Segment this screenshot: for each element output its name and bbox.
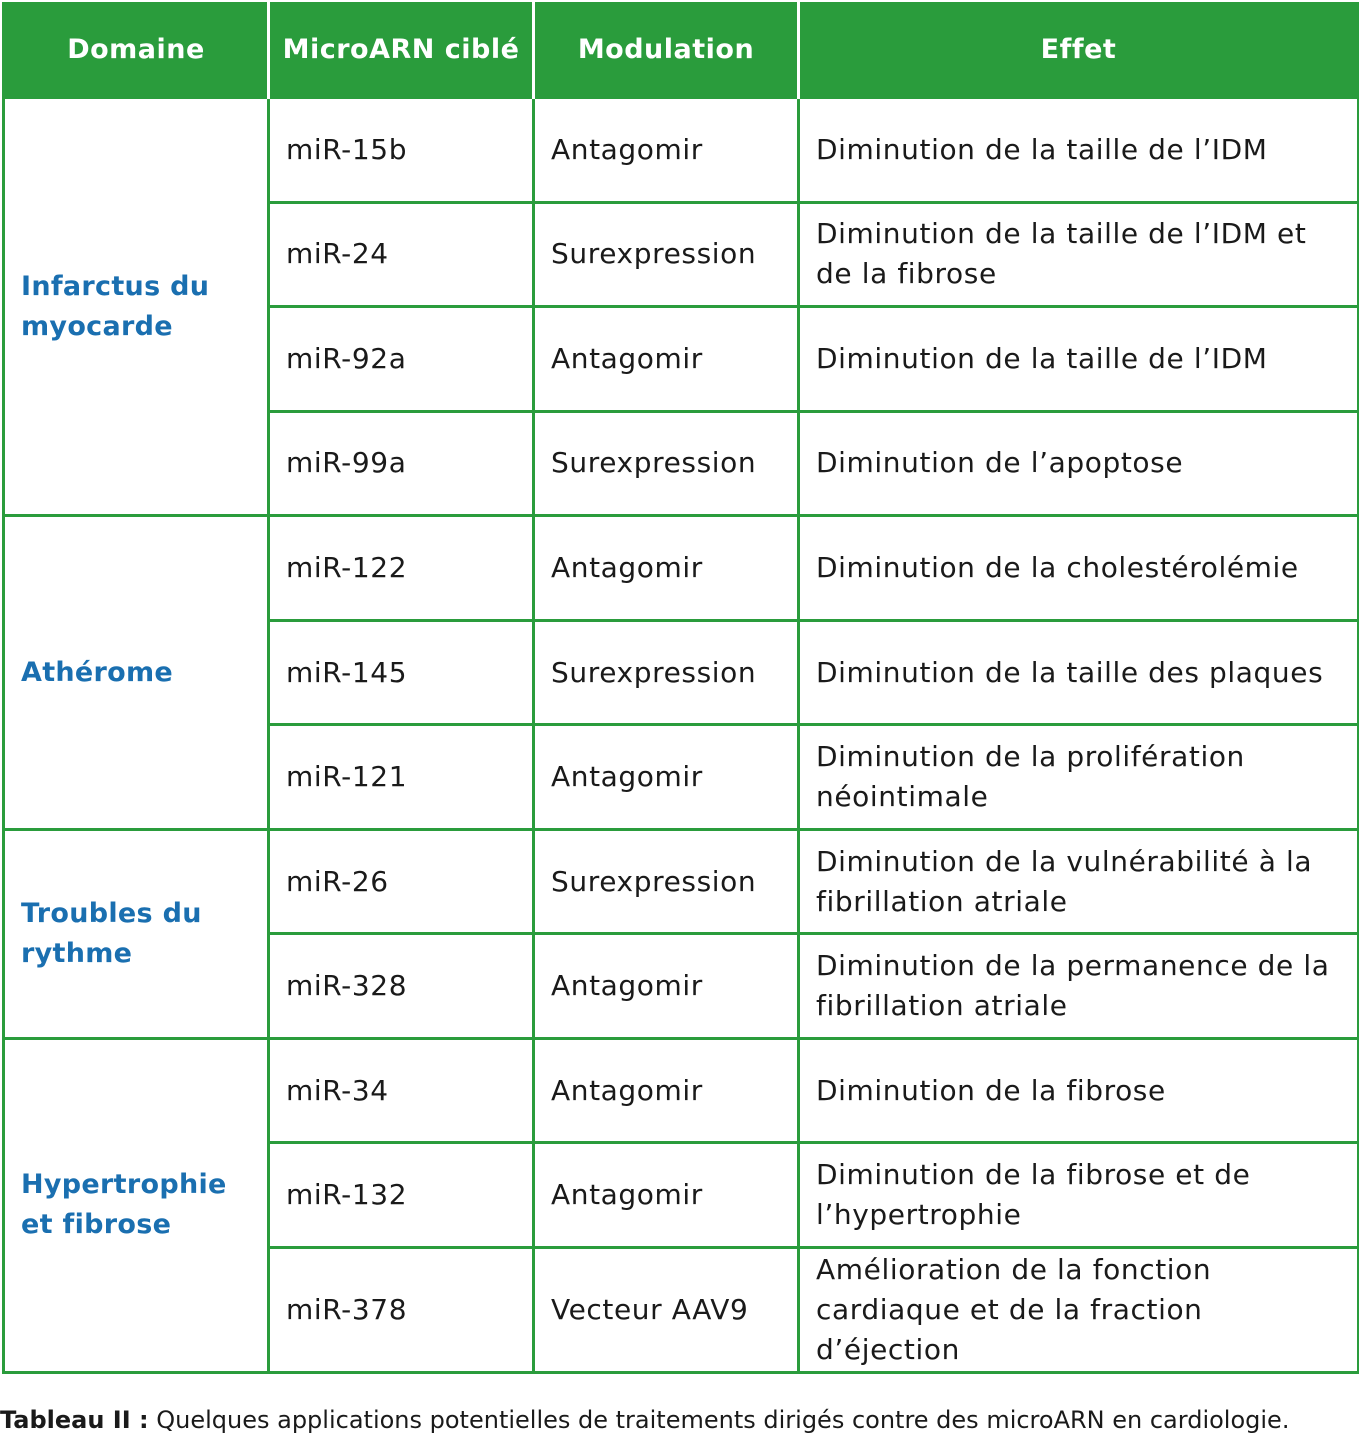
domain-cell: Athérome	[4, 516, 269, 830]
mirna-cell: miR-145	[269, 620, 534, 725]
caption-text: Quelques applications potentielles de traitements dirigés contre des microARN en cardiologie.	[148, 1406, 1290, 1434]
table-caption	[0, 1406, 1359, 1434]
domain-cell: Hypertrophie et fibrose	[4, 1038, 269, 1372]
mirna-cell: miR-122	[269, 516, 534, 621]
mirna-cell: miR-92a	[269, 307, 534, 412]
mirna-cell: miR-24	[269, 202, 534, 307]
effect-cell: Diminution de la taille des plaques	[799, 620, 1359, 725]
mirna-cell: miR-132	[269, 1143, 534, 1248]
effect-cell: Diminution de la cholestérolémie	[799, 516, 1359, 621]
mirna-cell: miR-26	[269, 829, 534, 934]
modulation-cell: Antagomir	[534, 98, 799, 203]
modulation-cell: Antagomir	[534, 307, 799, 412]
mirna-cell: miR-121	[269, 725, 534, 830]
table-row	[4, 829, 1359, 934]
modulation-cell: Surexpression	[534, 202, 799, 307]
modulation-cell: Surexpression	[534, 411, 799, 516]
modulation-cell: Antagomir	[534, 725, 799, 830]
header-domaine: Domaine	[4, 2, 269, 98]
modulation-cell: Antagomir	[534, 1038, 799, 1143]
table-row	[4, 516, 1359, 621]
caption-label: Tableau II :	[0, 1406, 149, 1434]
effect-cell: Diminution de l’apoptose	[799, 411, 1359, 516]
modulation-cell: Vecteur AAV9	[534, 1248, 799, 1373]
effect-cell: Diminution de la vulnérabilité à la fibrillation atriale	[799, 829, 1359, 934]
effect-cell: Diminution de la taille de l’IDM	[799, 307, 1359, 412]
mirna-cell: miR-15b	[269, 98, 534, 203]
effect-cell: Diminution de la fibrose et de l’hypertrophie	[799, 1143, 1359, 1248]
effect-cell: Diminution de la permanence de la fibrillation atriale	[799, 934, 1359, 1039]
header-modulation: Modulation	[534, 2, 799, 98]
domain-cell: Troubles du rythme	[4, 829, 269, 1038]
mirna-cell: miR-378	[269, 1248, 534, 1373]
modulation-cell: Antagomir	[534, 934, 799, 1039]
mirna-cell: miR-34	[269, 1038, 534, 1143]
table-row	[4, 98, 1359, 203]
modulation-cell: Surexpression	[534, 829, 799, 934]
effect-cell: Amélioration de la fonction cardiaque et de la fraction d’éjection	[799, 1248, 1359, 1373]
effect-cell: Diminution de la taille de l’IDM et de la fibrose	[799, 202, 1359, 307]
effect-cell: Diminution de la taille de l’IDM	[799, 98, 1359, 203]
mirna-therapy-table	[2, 2, 1359, 1374]
mirna-cell: miR-99a	[269, 411, 534, 516]
modulation-cell: Surexpression	[534, 620, 799, 725]
effect-cell: Diminution de la fibrose	[799, 1038, 1359, 1143]
modulation-cell: Antagomir	[534, 516, 799, 621]
mirna-cell: miR-328	[269, 934, 534, 1039]
table-body	[4, 98, 1359, 1373]
header-microarn: MicroARN ciblé	[269, 2, 534, 98]
effect-cell: Diminution de la prolifération néointimale	[799, 725, 1359, 830]
header-effet: Effet	[799, 2, 1359, 98]
header-row	[4, 2, 1359, 98]
modulation-cell: Antagomir	[534, 1143, 799, 1248]
table-row	[4, 1038, 1359, 1143]
table-header	[4, 2, 1359, 98]
domain-cell: Infarctus du myocarde	[4, 98, 269, 516]
